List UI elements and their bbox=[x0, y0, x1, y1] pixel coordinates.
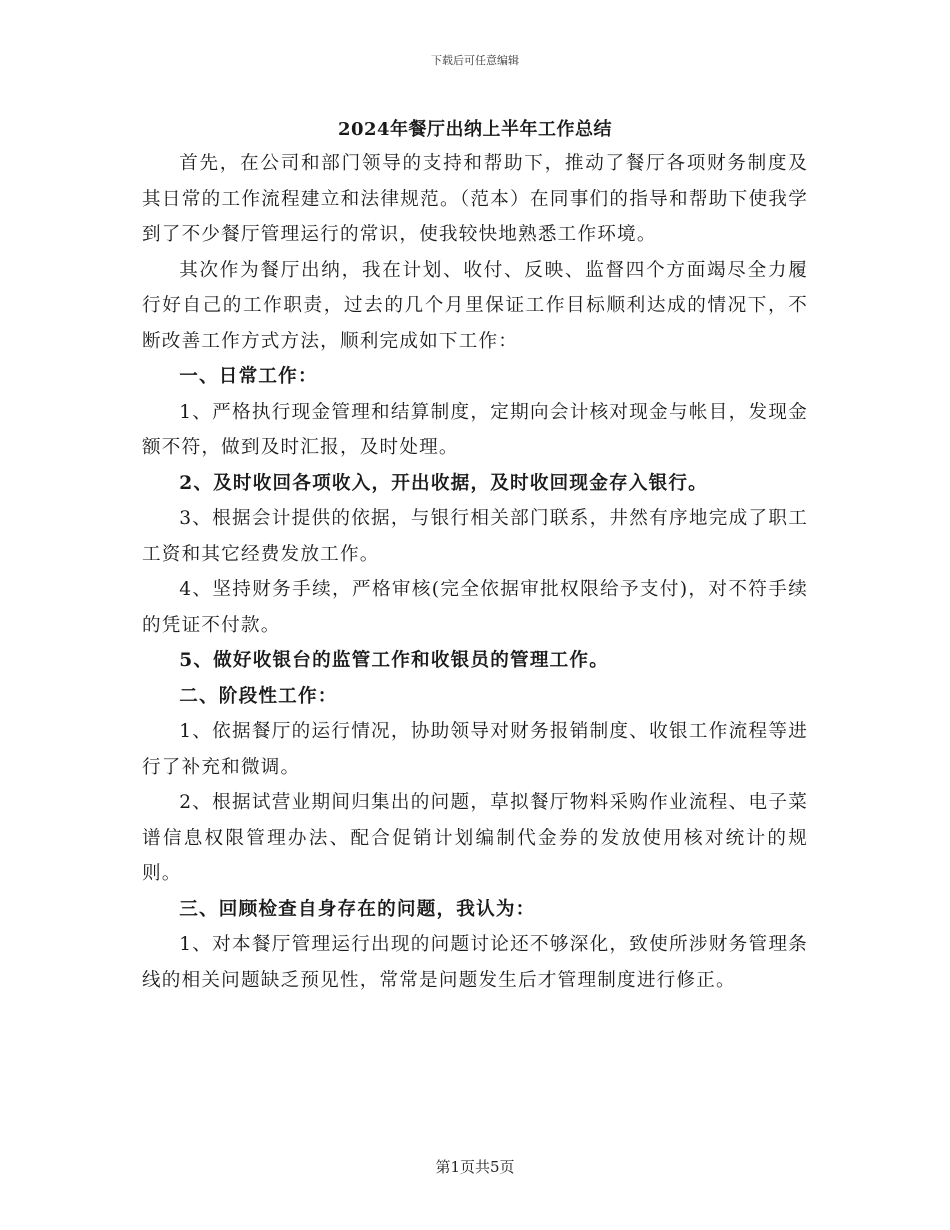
paragraph-intro: 首先，在公司和部门领导的支持和帮助下，推动了餐厅各项财务制度及其日常的工作流程建立和法律规范。（范本）在同事们的指导和帮助下使我学到了不少餐厅管理运行的常识，使我较快地熟悉工作环境。 bbox=[142, 153, 808, 245]
list-item-financial-procedures: 4、坚持财务手续，严格审核(完全依据审批权限给予支付)，对不符手续的凭证不付款。 bbox=[142, 579, 808, 636]
list-item-review-issue: 1、对本餐厅管理运行出现的问题讨论还不够深化，致使所涉财务管理条线的相关问题缺乏预见性，常常是问题发生后才管理制度进行修正。 bbox=[142, 934, 808, 991]
list-item-cashier-supervision: 5、做好收银台的监管工作和收银员的管理工作。 bbox=[179, 650, 609, 671]
page-number: 第1页共5页 bbox=[435, 1158, 515, 1176]
list-item-process-adjustment: 1、依据餐厅的运行情况，协助领导对财务报销制度、收银工作流程等进行了补充和微调。 bbox=[142, 721, 808, 778]
list-item-draft-rules: 2、根据试营业期间归集出的问题，草拟餐厅物料采购作业流程、电子菜谱信息权限管理办法、配合促销计划编制代金券的发放使用核对统计的规则。 bbox=[142, 792, 808, 884]
document-body bbox=[142, 146, 808, 998]
section-heading-phase-work: 二、阶段性工作： bbox=[179, 685, 338, 707]
list-item-salary-payment: 3、根据会计提供的依据，与银行相关部门联系，井然有序地完成了职工工资和其它经费发放工作。 bbox=[142, 508, 808, 565]
paragraph-duties: 其次作为餐厅出纳，我在计划、收付、反映、监督四个方面竭尽全力履行好自己的工作职责，过去的几个月里保证工作目标顺利达成的情况下，不断改善工作方式方法，顺利完成如下工作： bbox=[142, 259, 808, 352]
list-item-cash-management: 1、严格执行现金管理和结算制度，定期向会计核对现金与帐目，发现金额不符，做到及时汇报，及时处理。 bbox=[142, 401, 808, 458]
section-heading-review: 三、回顾检查自身存在的问题，我认为： bbox=[179, 898, 536, 920]
list-item-collect-income: 2、及时收回各项收入，开出收据，及时收回现金存入银行。 bbox=[179, 472, 708, 494]
section-heading-daily-work: 一、日常工作： bbox=[179, 366, 318, 387]
document-title: 2024年餐厅出纳上半年工作总结 bbox=[337, 119, 613, 140]
page-header-note: 下载后可任意编辑 bbox=[431, 54, 519, 67]
